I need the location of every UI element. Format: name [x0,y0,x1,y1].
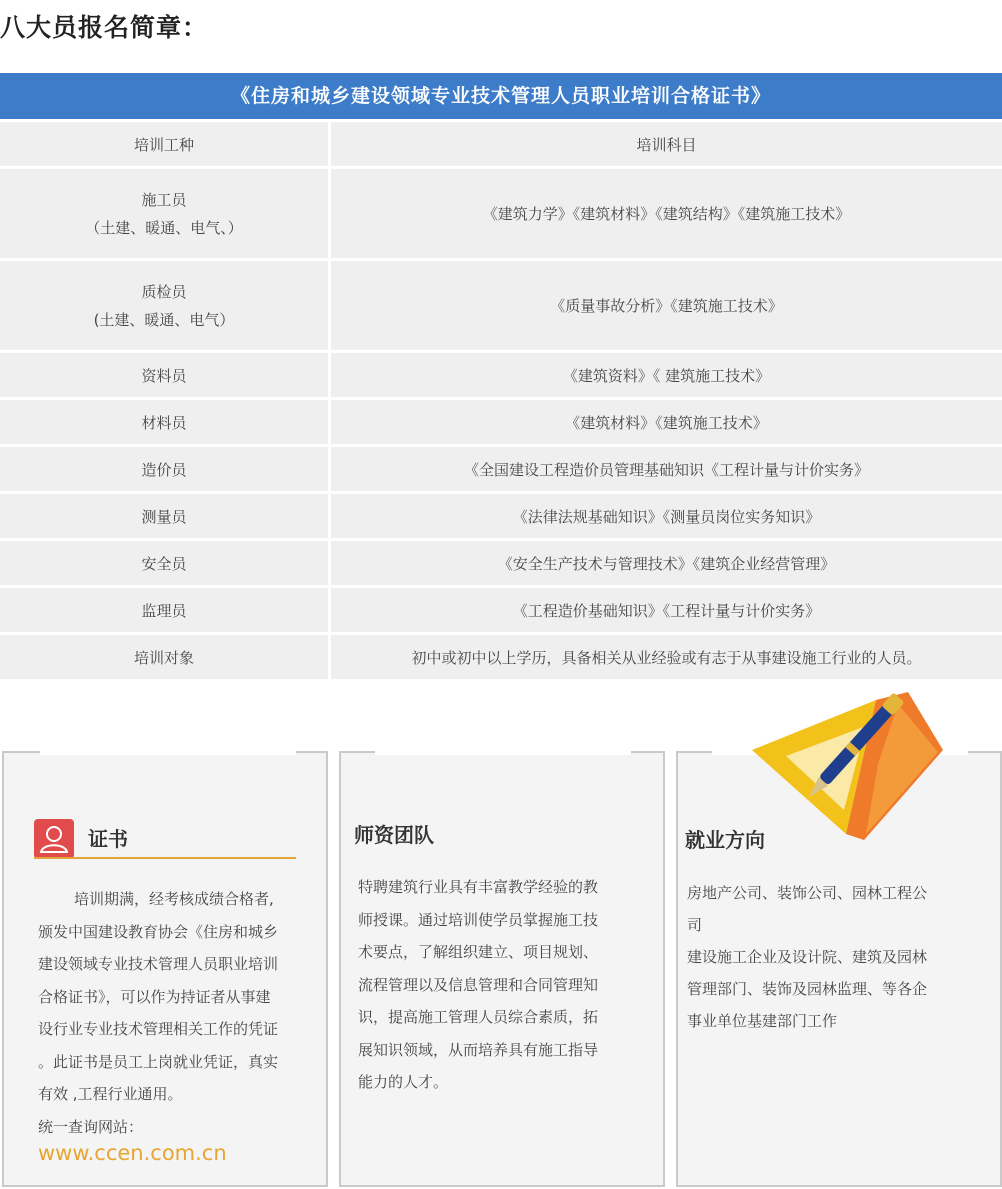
team-line: 特聘建筑行业具有丰富教学经验的教 [358,878,599,896]
panel-notch [375,750,631,755]
team-line: 展知识领域，从而培养具有施工指导 [358,1040,599,1059]
row-subjects: 《建筑资料》《 建筑施工技术》 [331,350,1002,397]
user-icon [34,819,74,859]
table-row [0,258,1002,350]
row-type: 材料员 [0,397,331,444]
folder-pen-icon [748,664,948,844]
employment-line: 管理部门、装饰及园林监理、等各企 [687,980,928,998]
table-header-row [0,119,1002,166]
row-type: 造价员 [0,444,331,491]
table-row [0,166,1002,258]
certificate-text [38,883,300,1143]
row-type: 资料员 [0,350,331,397]
employment-title: 就业方向 [685,828,765,852]
team-panel [339,751,665,1187]
certificate-panel [2,751,328,1187]
certificate-line: 合格证书》，可以作为持证者从事建 [38,987,271,1006]
row-type [0,166,331,258]
row-subjects: 《质量事故分析》《建筑施工技术》 [331,258,1002,350]
certificate-line: 培训期满，经考核成绩合格者, [74,890,274,908]
row-subjects: 《法律法规基础知识》《测量员岗位实务知识》 [331,491,1002,538]
employment-line: 事业单位基建部门工作 [687,1012,838,1030]
certificate-divider [34,857,296,859]
table-banner: 《住房和城乡建设领域专业技术管理人员职业培训合格证书》 [0,73,1002,119]
team-line: 师授课。通过培训使学员掌握施工技 [358,910,599,929]
table-row [0,538,1002,585]
row-subjects: 《工程造价基础知识》《工程计量与计价实务》 [331,585,1002,632]
training-table [0,73,1002,679]
table-row [0,350,1002,397]
team-title: 师资团队 [354,823,434,847]
row-subjects: 《全国建设工程造价员管理基础知识《工程计量与计价实务》 [331,444,1002,491]
table-row [0,444,1002,491]
certificate-line: 建设领域专业技术管理人员职业培训 [38,955,279,973]
team-line: 能力的人才。 [358,1073,449,1091]
team-line: 流程管理以及信息管理和合同管理知 [358,975,599,994]
query-label: 统一查询网站： [38,1117,144,1136]
certificate-line: 颁发中国建设教育协会《住房和城乡 [38,922,279,941]
employment-line: 房地产公司、装饰公司、园林工程公 [687,884,928,902]
row-type-name: 施工员 [141,190,187,209]
certificate-line: 。此证书是员工上岗就业凭证，真实 [38,1052,279,1071]
employment-text [687,877,949,1037]
header-type: 培训工种 [0,119,331,166]
training-grid [0,119,1002,679]
table-row [0,491,1002,538]
row-subjects: 《安全生产技术与管理技术》《建筑企业经营管理》 [331,538,1002,585]
row-type-detail: (土建、暖通、电气） [93,310,235,329]
team-text [358,871,620,1099]
page-title: 八大员报名简章： [0,13,209,42]
team-line: 识，提高施工管理人员综合素质，拓 [358,1008,599,1026]
row-type-name: 质检员 [141,282,187,301]
certificate-line: 有效 ,工程行业通用。 [38,1085,183,1103]
employment-line: 建设施工企业及设计院、建筑及园林 [687,948,928,966]
query-url-link[interactable]: www.ccen.com.cn [38,1141,227,1165]
header-subjects: 培训科目 [331,119,1002,166]
row-type [0,258,331,350]
employment-line: 司 [687,916,703,934]
row-type-detail: （土建、暖通、电气、） [85,218,243,237]
row-subjects: 初中或初中以上学历，具备相关从业经验或有志于从事建设施工行业的人员。 [331,632,1002,679]
row-type: 安全员 [0,538,331,585]
row-subjects: 《建筑力学》《建筑材料》《建筑结构》《建筑施工技术》 [331,166,1002,258]
row-type: 监理员 [0,585,331,632]
certificate-line: 设行业专业技术管理相关工作的凭证 [38,1020,279,1038]
table-row [0,585,1002,632]
certificate-title: 证书 [88,827,128,851]
team-line: 术要点，了解组织建立、项目规划、 [358,943,599,961]
row-type: 测量员 [0,491,331,538]
row-subjects: 《建筑材料》《建筑施工技术》 [331,397,1002,444]
table-row [0,397,1002,444]
panel-notch [40,750,296,755]
row-type: 培训对象 [0,632,331,679]
